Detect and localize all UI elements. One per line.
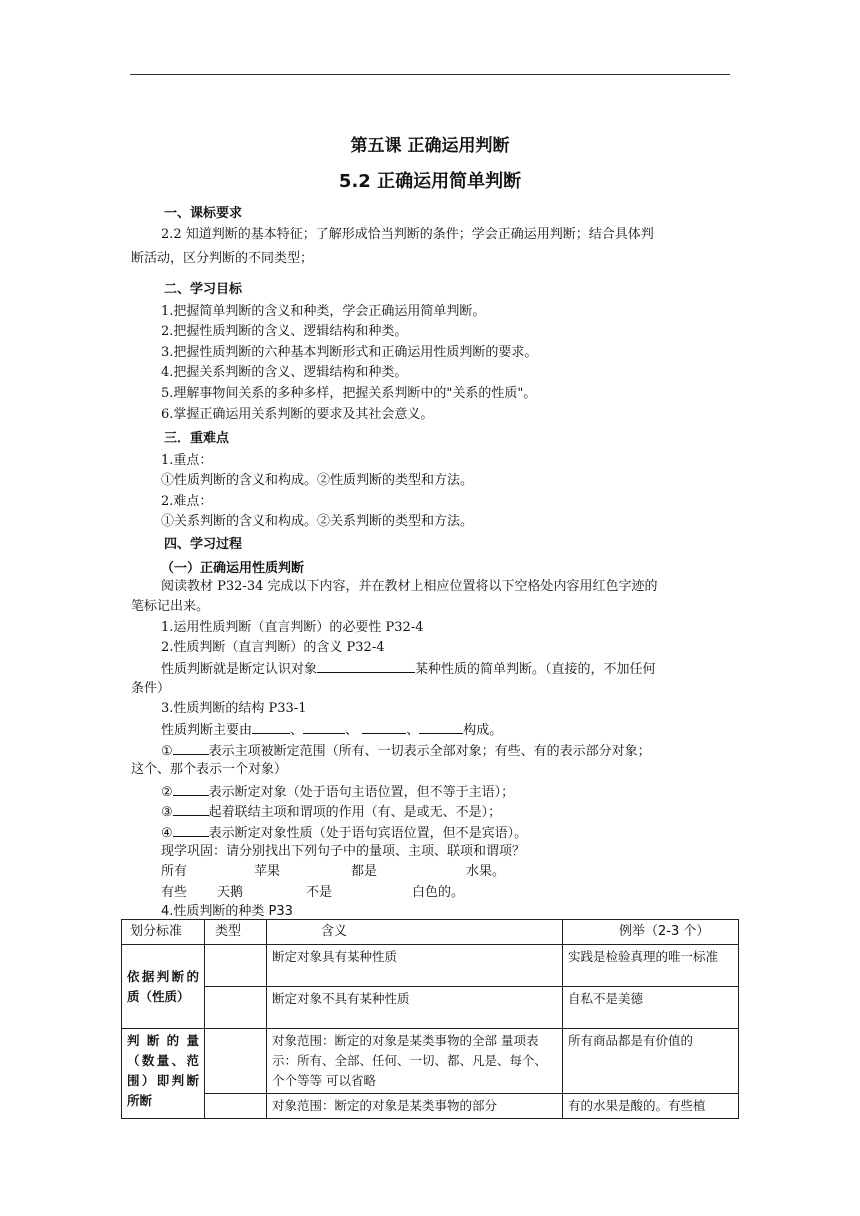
example-word: 所有: [161, 864, 188, 879]
objective-item: 4.把握关系判断的含义、逻辑结构和种类。: [161, 365, 408, 380]
definition-line2: 条件）: [131, 681, 171, 696]
section-heading-2: 二、学习目标: [164, 282, 243, 297]
question-3: 3.性质判断的结构 P33-1: [161, 701, 307, 716]
definition-text-b: 某种性质的简单判断。（直接的，不加任何: [415, 662, 656, 677]
key-points-text: ①性质判断的含义和构成。②性质判断的类型和方法。: [161, 473, 474, 488]
fill-blank[interactable]: [362, 719, 406, 734]
fill-blank[interactable]: [419, 719, 463, 734]
example-cell: 实践是检验真理的唯一标准: [563, 945, 739, 987]
fill-blank[interactable]: [173, 801, 209, 816]
key-points-label: 1.重点：: [161, 453, 213, 468]
component-text: 表示断定对象性质（处于语句宾语位置，但不是宾语）。: [208, 826, 528, 841]
section-heading-4: 四、学习过程: [164, 537, 243, 552]
fill-blank[interactable]: [173, 781, 209, 796]
fill-blank[interactable]: [317, 658, 415, 673]
criterion-cell: 判断的量（数量、范围）即判断所断: [122, 1029, 205, 1119]
component-1: [161, 740, 651, 762]
objective-item: 6.掌握正确运用关系判断的要求及其社会意义。: [161, 407, 434, 422]
section-heading-1: 一、课标要求: [164, 206, 243, 221]
component-text: 表示主项被断定范围（所有、一切表示全部对象；有些、有的表示部分对象；: [208, 744, 651, 759]
page-subtitle: 5.2 正确运用简单判断: [338, 171, 522, 192]
circle-number: ③: [161, 805, 173, 820]
difficulties-label: 2.难点：: [161, 494, 213, 509]
type-blank-cell[interactable]: [205, 987, 267, 1029]
standards-text-line2: 断活动，区分判断的不同类型；: [131, 251, 314, 266]
drill-prompt: 现学巩固：请分别找出下列句子中的量项、主项、联项和谓项？: [161, 844, 526, 859]
section-heading-3: 三．重难点: [164, 431, 230, 446]
criterion-cell: 依据判断的质（性质）: [122, 945, 205, 1029]
structure-end: 构成。: [463, 723, 503, 738]
component-2: [161, 781, 514, 803]
meaning-cell: 对象范围：断定的对象是某类事物的部分: [267, 1094, 563, 1119]
reading-instruction-line2: 笔标记出来。: [131, 599, 210, 614]
fill-blank[interactable]: [303, 719, 345, 734]
example-word: 有些: [161, 885, 188, 900]
type-blank-cell[interactable]: [205, 945, 267, 987]
circle-number: ④: [161, 826, 173, 841]
structure-text: 性质判断主要由: [161, 723, 253, 738]
component-4: [161, 822, 527, 844]
type-blank-cell[interactable]: [205, 1094, 267, 1119]
component-3: [161, 801, 501, 823]
table-row: [122, 987, 739, 1029]
table-header-row: [122, 920, 739, 945]
component-text: 起着联结主项和谓项的作用（有、是或无、不是）；: [208, 805, 502, 820]
component-text: 表示断定对象（处于语句主语位置，但不等于主语）；: [208, 785, 515, 800]
example-word: 白色的。: [412, 885, 465, 900]
circle-number: ②: [161, 785, 173, 800]
table-header: 例举（2-3 个）: [563, 920, 739, 945]
example-cell: 自私不是美德: [563, 987, 739, 1029]
example-word: 都是: [351, 864, 378, 879]
table-header: 含义: [267, 920, 563, 945]
structure-line: [161, 719, 502, 741]
example-cell: 有的水果是酸的。有些植: [563, 1094, 739, 1119]
objective-item: 5.理解事物间关系的多种多样，把握关系判断中的"关系的性质"。: [161, 386, 537, 401]
table-row: [122, 1094, 739, 1119]
table-header: 划分标准: [122, 920, 205, 945]
question-2: 2.性质判断（直言判断）的含义 P32-4: [161, 640, 385, 655]
standards-text-line1: 2.2 知道判断的基本特征；了解形成恰当判断的条件；学会正确运用判断；结合具体判: [161, 227, 654, 242]
page-title: 第五课 正确运用判断: [350, 136, 510, 156]
table-header: 类型: [205, 920, 267, 945]
definition-line: [161, 658, 656, 680]
objective-item: 1.把握简单判断的含义和种类，学会正确运用简单判断。: [161, 304, 486, 319]
example-word: 天鹅: [217, 885, 244, 900]
meaning-cell: 断定对象具有某种性质: [267, 945, 563, 987]
fill-blank[interactable]: [173, 822, 209, 837]
component-1-cont: 这个、那个表示一个对象）: [131, 762, 288, 777]
reading-instruction-line1: 阅读教材 P32-34 完成以下内容，并在教材上相应位置将以下空格处内容用红色字迹的: [161, 579, 658, 594]
difficulties-text: ①关系判断的含义和构成。②关系判断的类型和方法。: [161, 514, 474, 529]
fill-blank[interactable]: [173, 740, 209, 755]
separator: 、: [345, 723, 359, 738]
circle-number: ①: [161, 744, 173, 759]
type-blank-cell[interactable]: [205, 1029, 267, 1094]
example-word: 不是: [306, 885, 333, 900]
meaning-cell: 对象范围：断定的对象是某类事物的全部 量项表示：所有、全部、任何、一切、都、凡是、每个、个个等等 可以省略: [267, 1029, 563, 1094]
objective-item: 2.把握性质判断的含义、逻辑结构和种类。: [161, 324, 408, 339]
example-word: 苹果: [254, 864, 281, 879]
meaning-cell: 断定对象不具有某种性质: [267, 987, 563, 1029]
separator: 、: [290, 723, 304, 738]
definition-text-a: 性质判断就是断定认识对象: [161, 662, 318, 677]
objective-item: 3.把握性质判断的六种基本判断形式和正确运用性质判断的要求。: [161, 345, 538, 360]
table-row: [122, 945, 739, 987]
table-row: [122, 1029, 739, 1094]
question-1: 1.运用性质判断（直言判断）的必要性 P32-4: [161, 620, 424, 635]
header-rule: [130, 74, 730, 75]
fill-blank[interactable]: [252, 719, 290, 734]
separator: 、: [406, 723, 420, 738]
judgment-types-table: [121, 919, 739, 1119]
subsection-heading: （一）正确运用性质判断: [161, 561, 305, 576]
question-4: 4.性质判断的种类 P33: [161, 904, 293, 919]
example-cell: 所有商品都是有价值的: [563, 1029, 739, 1094]
example-word: 水果。: [466, 864, 506, 879]
